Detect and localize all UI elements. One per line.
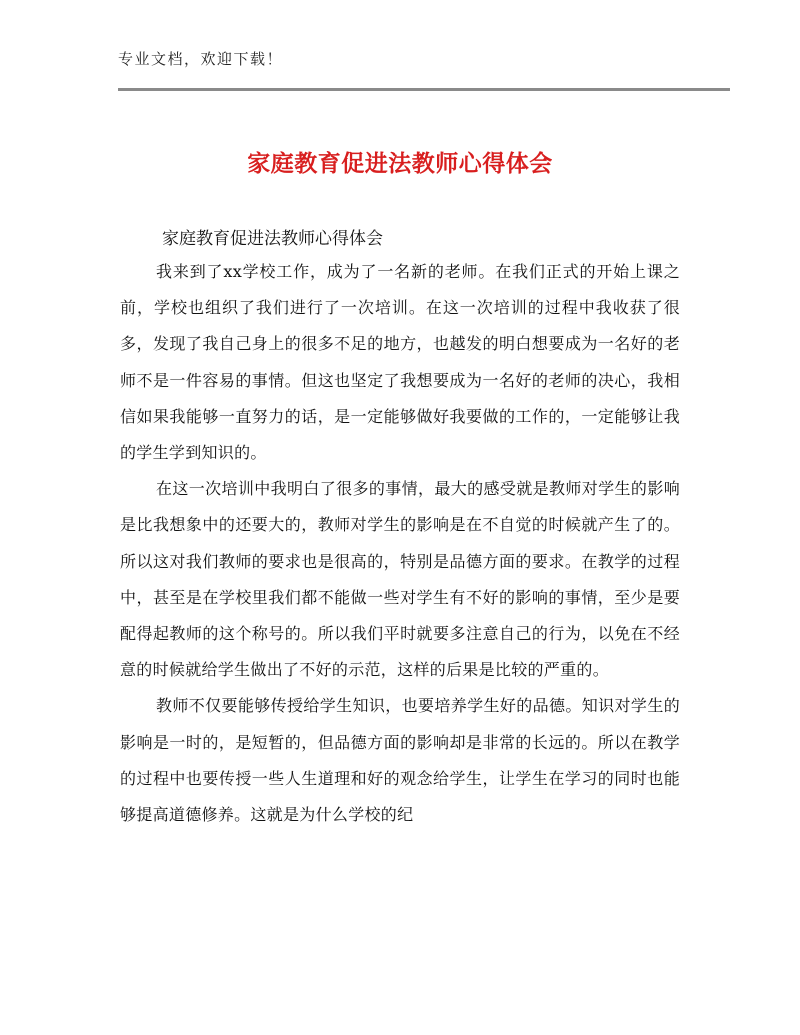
- paragraph: 教师不仅要能够传授给学生知识，也要培养学生好的品德。知识对学生的影响是一时的，是短暂的，但品德方面的影响却是非常的长远的。所以在教学的过程中也要传授一些人生道理和好的观念给学生，让学生在学习的同时也能够提高道德修养。这就是为什么学校的纪: [120, 696, 680, 825]
- paragraph: 在这一次培训中我明白了很多的事情，最大的感受就是教师对学生的影响是比我想象中的还要大的，教师对学生的影响是在不自觉的时候就产生了的。所以这对我们教师的要求也是很高的，特别是品德方面的要求。在教学的过程中，甚至是在学校里我们都不能做一些对学生有不好的影响的事情，至少是要配得起教师的这个称号的。所以我们平时就要多注意自己的行为，以免在不经意的时候就给学生做出了不好的示范，这样的后果是比较的严重的。: [120, 479, 680, 680]
- header-note: 专业文档，欢迎下载！: [118, 50, 284, 68]
- document-subtitle: 家庭教育促进法教师心得体会: [162, 229, 383, 249]
- paragraph: 我来到了xx学校工作，成为了一名新的老师。在我们正式的开始上课之前，学校也组织了我们进行了一次培训。在这一次培训的过程中我收获了很多，发现了我自己身上的很多不足的地方，也越发的明白想要成为一名好的老师不是一件容易的事情。但这也坚定了我想要成为一名好的老师的决心，我相信如果我能够一直努力的话，是一定能够做好我要做的工作的，一定能够让我的学生学到知识的。: [120, 262, 680, 463]
- document-title: 家庭教育促进法教师心得体会: [247, 151, 553, 177]
- document-body: [120, 254, 680, 833]
- header-divider: [118, 88, 730, 91]
